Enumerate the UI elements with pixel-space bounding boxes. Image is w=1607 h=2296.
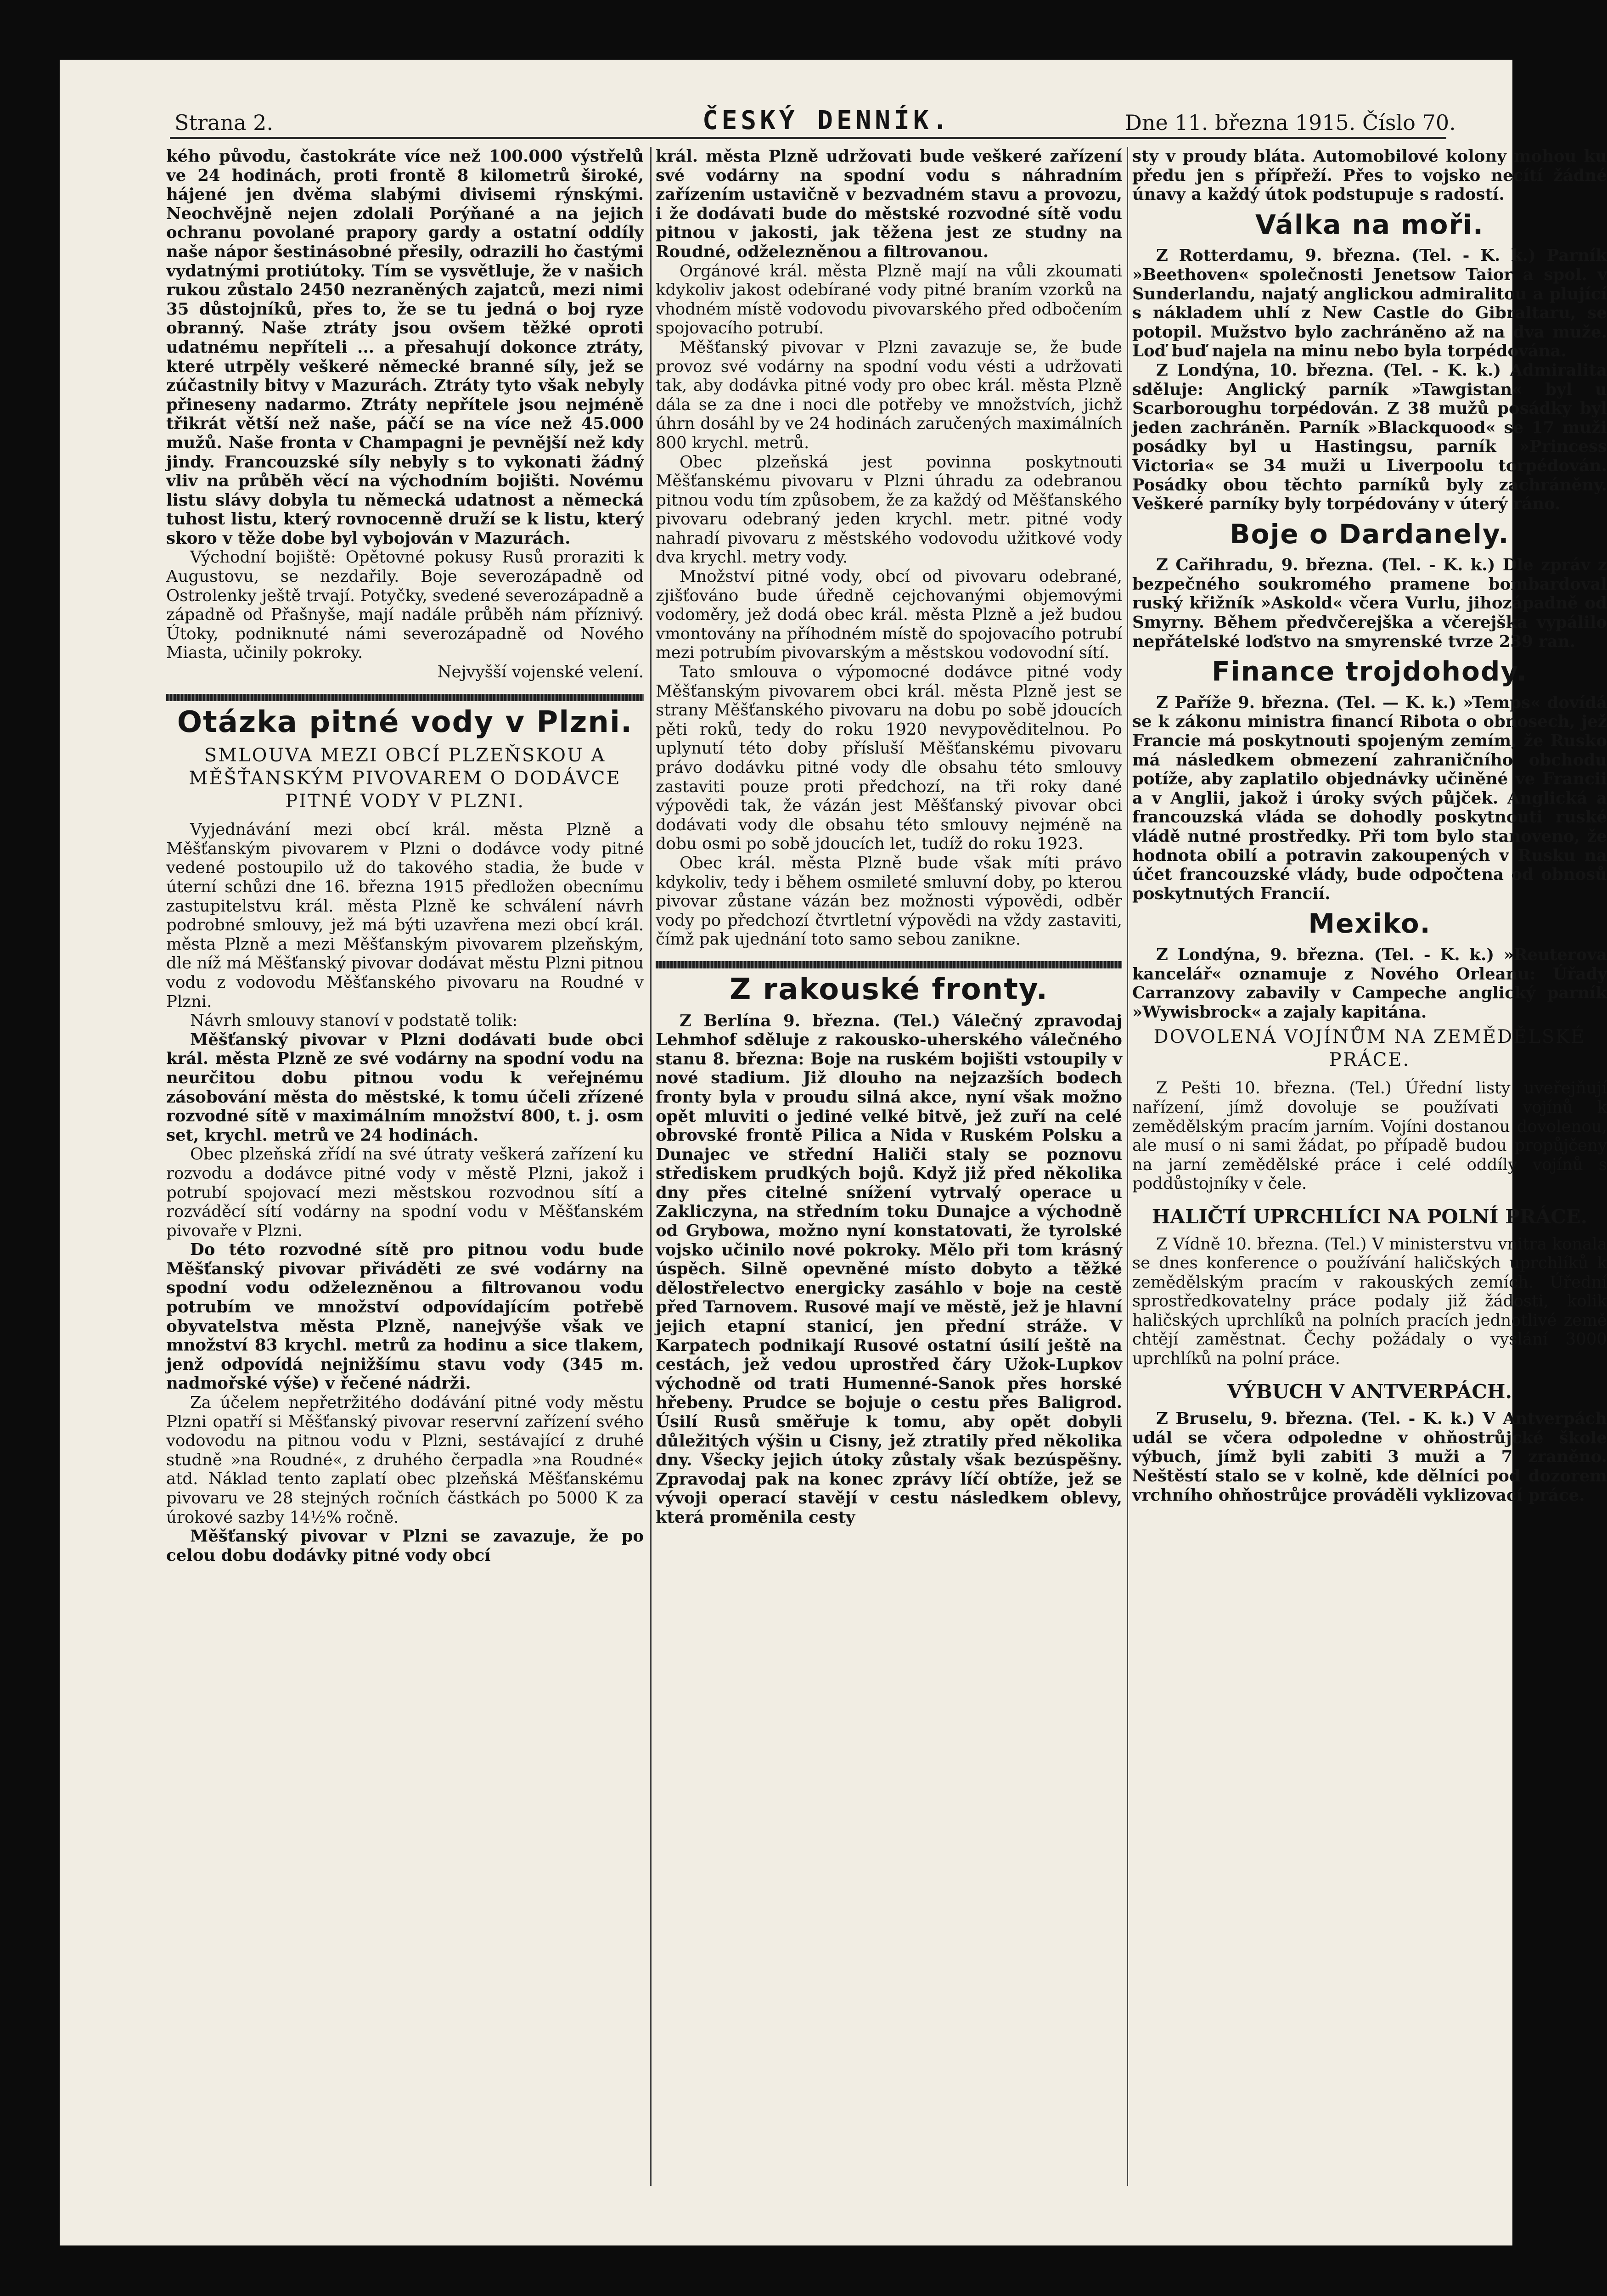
article-paragraph: Měšťanský pivovar v Plzni zavazuje se, že bude provoz své vodárny na spodní vodu vésti a udržovati tak, aby dodávka pitné vody pro obec král. města Plzně dála se za dne i noci dle potřeby ve množstvích, jichž úhrn dosáhl by ve 24 hodinách zaručených maximálních 800 krychl. metrů.: [656, 338, 1122, 452]
date-issue: Dne 11. března 1915. Číslo 70.: [1125, 110, 1456, 135]
section-heading: Finance trojdohody.: [1212, 656, 1528, 687]
column-divider: [1127, 147, 1128, 2186]
subheadline: SMLOUVA MEZI OBCÍ PLZEŇSKOU A MĚŠŤANSKÝM PIVOVAREM O DODÁVCE PITNÉ VODY V PLZNI.: [189, 745, 621, 812]
article-paragraph: Z Cařihradu, 9. března. (Tel. - K. k.) Dle zpráv z bezpečného soukromého pramene bombardoval ruský křižník »Askold« včera Vurlu, jihozápadně od Smyrny. Během předvčerejška a včerejška vypálilo nepřátelské loďstvo na smyrenské tvrze 239 ran.: [1132, 556, 1607, 651]
signature: Nejvyšší vojenské velení.: [437, 663, 644, 682]
article-paragraph: Z Vídně 10. března. (Tel.) V ministerstvu vnitra konala se dnes konference o používání haličských uprchlíků k zemědělským pracím v rakouských zemích. Úřední sprostředkovatelny práce podaly již žádosti, kolik haličských uprchlíků na polních pracích jednotlivé země chtějí zaměstnat. Čechy požádaly o vyslání 3000 uprchlíků na polní práce.: [1132, 1234, 1607, 1368]
article-paragraph: Z Bruselu, 9. března. (Tel. - K. k.) V Antverpách udál se včera odpoledne v ohňostrůjcké škole výbuch, jímž byli zabiti 3 muži a 7 zraněno. Neštěstí stalo se v kolně, kde dělníci pod dozorem vrchního ohňostrůjce prováděli vyklizovací práce.: [1132, 1409, 1607, 1505]
article-paragraph: Množství pitné vody, obcí od pivovaru odebrané, zjišťováno bude úředně cejchovanými objemovými vodoměry, jež dodá obec král. města Plzně a jež budou vmontovány na příhodném místě do spojovacího potrubí mezi potrubím pivovarským a městskou vodovodní sítí.: [656, 567, 1122, 663]
article-paragraph: Do této rozvodné sítě pro pitnou vodu bude Měšťanský pivovar přiváděti ze své vodárny na spodní vodu odželezněnou a filtrovanou vodu potrubím ve množství odpovídajícím potřebě obyvatelstva města Plzně, nanejvýše však ve množství 83 krychl. metrů za hodinu a sice tlakem, jenž odpovídá nejnižšímu stavu vody (345 m. nadmořské výše) v řečené nádrži.: [166, 1240, 644, 1393]
article-paragraph: Z Berlína 9. března. (Tel.) Válečný zpravodaj Lehmhof sděluje z rakousko-uherského válečného stanu 8. března: Boje na ruském bojišti vstoupily v nové stadium. Již dlouho na nejzazších bodech fronty byla v proudu silná akce, nyní však možno opět mluviti o jediné velké bitvě, jež zuří na celé obrovské frontě Pilica a Nida v Ruském Polsku a Dunajec ve střední Haliči staly se poznovu střediskem prudkých bojů. Když již před několika dny přes citelné snížení vytrvalý operace u Zakliczyna, na středním toku Dunajce a východně od Grybowa, možno nyní konstatovati, že tyrolské vojsko učinilo nové pokroky. Mělo při tom krásný úspěch. Silně opevněné místo dobyto a těžké dělostřelectvo energicky zasáhlo v boje na cestě před Tarnovem. Rusové mají ve městě, jež je hlavní jejich etapní stanicí, jen přední stráže. V Karpatech podnikají Rusové ostatní úsilí ještě na cestách, jež vedou uprostřed čáry Užok-Lupkov východně od trati Humenné-Sanok přes horské hřebeny. Prudce se bojuje o cestu přes Baligrod. Úsilí Rusů směřuje k tomu, aby opět dobyli důležitých výšin u Cisny, jež ztratily před několika dny. Všecky jejich útoky zůstaly však bezúspěšny. Zpravodaj pak na konec zprávy líčí obtíže, jež se vývoji operací stavějí v cestu následkem oblevy, která proměnila cesty: [656, 1011, 1122, 1527]
section-divider: [166, 694, 644, 701]
section-heading: Válka na moři.: [1255, 208, 1484, 240]
article-paragraph: Z Pešti 10. března. (Tel.) Úřední listy uveřejňují nařízení, jímž dovoluje se používati vojínů k zemědělským pracím jarním. Vojíni dostanou dovolenou, ale musí o ni sami žádat, po případě budou propůjčeny na jarní zemědělské práce i celé oddíly vojínů s poddůstojníky v čele.: [1132, 1079, 1607, 1193]
column-1: [166, 147, 644, 1565]
page-number: Strana 2.: [174, 110, 273, 135]
article-paragraph: sty v proudy bláta. Automobilové kolony mohou ku předu jen s přípřeží. Přes to vojsko necítí žádné únavy a každý útok podstupuje s radostí.: [1132, 147, 1607, 204]
article-paragraph: Měšťanský pivovar v Plzni dodávati bude obci král. města Plzně ze své vodárny na spodní vodu na neurčitou dobu pitnou vodu k veřejnému zásobování města do městské, k tomu účeli zřízené rozvodné sítě v maximálním množství 800, t. j. osm set, krychl. metrů ve 24 hodinách.: [166, 1030, 644, 1145]
masthead: ČESKÝ DENNÍK.: [702, 106, 952, 135]
article-paragraph: Z Londýna, 9. března. (Tel. - K. k.) »Reuterova kancelář« oznamuje z Nového Orleanu: Úřady Carranzovy zabavily v Campeche anglický parník »Wywisbrock« a zajaly kapitána.: [1132, 945, 1607, 1022]
column-3: [1132, 147, 1607, 1505]
headline: Z rakouské fronty.: [729, 972, 1049, 1007]
article-paragraph: Obec plzeňská zřídí na své útraty veškerá zařízení ku rozvodu a dodávce pitné vody v městě Plzni, jakož i potrubí spojovací mezi městskou rozvodnou sítí a rozváděcí sítí vodárny na spodní vodu v Měšťanském pivovaře v Plzni.: [166, 1145, 644, 1240]
section-subheading: DOVOLENÁ VOJÍNŮM NA ZEMĚDĚLSKÉ PRÁCE.: [1153, 1026, 1586, 1071]
article-paragraph: Východní bojiště: Opětovné pokusy Rusů proraziti k Augustovu, se nezdařily. Boje severozápadně od Ostrolenky ještě trvají. Potyčky, svedené severozápadně a západně od Přašnyše, mají nadále průběh nám příznivý. Útoky, podniknuté námi severozápadně od Nového Miasta, učinily pokroky.: [166, 548, 644, 663]
article-paragraph: král. města Plzně udržovati bude veškeré zařízení své vodárny na spodní vodu s náhradním zařízením ustavičně v bezvadném stavu a provozu, i že dodávati bude do městské rozvodné sítě vodu pitnou v jakosti, jak těžena jest ze studny na Roudné, odželezněnou a filtrovanou.: [656, 147, 1122, 261]
section-heading: Mexiko.: [1308, 908, 1431, 940]
article-paragraph: Obec plzeňská jest povinna poskytnouti Měšťanskému pivovaru v Plzni úhradu za odebranou pitnou vodu tím způsobem, že za každý od Měšťanského pivovaru odebraný jeden krychl. metr. pitné vody nahradí pivovaru z městského vodovodu užitkové vody dva krychl. metry vody.: [656, 452, 1122, 567]
article-paragraph: Návrh smlouvy stanoví v podstatě tolik:: [190, 1011, 518, 1030]
article-paragraph: Vyjednávání mezi obcí král. města Plzně a Měšťanským pivovarem v Plzni o dodávce vody pitné vedené postoupilo už do takového stadia, že bude v úterní schůzi dne 16. března 1915 předložen obecnímu zastupitelstvu král. města Plzně ke schválení návrh podrobné smlouvy, jež má býti uzavřena mezi obcí král. města Plzně a mezi Měšťanským pivovarem plzeňským, dle níž má Měšťanský pivovar dodávat městu Plzni pitnou vodu z vodovodu Měšťanského pivovaru na Roudné v Plzni.: [166, 820, 644, 1011]
article-paragraph: Orgánové král. města Plzně mají na vůli zkoumati kdykoliv jakost odebírané vody pitné braním vzorků na vhodném místě vodovodu pivovarského před odbočením spojovacího potrubí.: [656, 261, 1122, 338]
article-paragraph: Za účelem nepřetržitého dodávání pitné vody městu Plzni opatří si Měšťanský pivovar reservní zařízení svého vodovodu na pitnou vodu v Plzni, sestávající z druhé studně »na Roudné«, z druhého čerpadla »na Roudné« atd. Náklad tento zaplatí obec plzeňská Měšťanskému pivovaru ve 28 stejných ročních částkách po 5000 K za úrokové sazby 14½% ročně.: [166, 1393, 644, 1527]
section-subheading: HALIČTÍ UPRCHLÍCI NA POLNÍ PRÁCE.: [1152, 1205, 1588, 1228]
section-subheading: VÝBUCH V ANTVERPÁCH.: [1227, 1380, 1512, 1403]
article-paragraph: Z Londýna, 10. března. (Tel. - K. k.) Admiralita sděluje: Anglický parník »Tawgistan« byl u Scarboroughu torpédován. Z 38 mužů posádky byl jeden zachráněn. Parník »Blackquood« se 17 muži posádky byl u Hastingsu, parník »Princess Victoria« se 34 muži u Liverpoolu torpédován. Posádky obou těchto parníků byly zachráněny. Veškeré parníky byly torpédovány v úterý ráno.: [1132, 360, 1607, 514]
newspaper-page: [60, 60, 1607, 2245]
article-paragraph: Tato smlouva o výpomocné dodávce pitné vody Měšťanským pivovarem obci král. města Plzně jest se strany Měšťanského pivovaru na dobu po sobě jdoucích pěti roků, tedy do roku 1920 nevypověditelnou. Po uplynutí této doby přísluší Měšťanskému pivovaru právo dodávku pitné vody dle obsahu této smlouvy zastaviti pouze proti předchozí, na tři roky dané výpovědi tak, že vázán jest Měšťanský pivovar obci dodávati vody dle obsahu této smlouvy nejméně na dobu osmi po sobě jdoucích let, tudíž do roku 1923.: [656, 663, 1122, 854]
article-paragraph: Obec král. města Plzně bude však míti právo kdykoliv, tedy i během osmileté smluvní doby, po kterou pivovar zůstane vázán bez možnosti výpovědi, odběr vody po předchozí čtvrtletní výpovědi na vždy zastaviti, čímž pak ujednání toto samo sebou zanikne.: [656, 853, 1122, 949]
headline: Otázka pitné vody v Plzni.: [177, 705, 633, 739]
column-divider: [650, 147, 652, 2186]
article-paragraph: kého původu, častokráte více než 100.000 výstřelů ve 24 hodinách, proti frontě 8 kilometrů široké, hájené jen dvěma slabými divisemi rýnskými. Neochvějně nejen zdolali Porýňané a na jejich ochranu povolané prapory gardy a ostatní oddíly naše nápor šestinásobné přesily, odrazili ho častými vydatnými protiútoky. Tím se vysvětluje, že v našich rukou zůstalo 2450 nezraněných zajatců, mezi nimi 35 důstojníků, přes to, že se tu jedná o boj ryze obranný. Naše ztráty jsou ovšem těžké oproti udatnému nepříteli ... a přesahují dokonce ztráty, které utrpěly veškeré německé branné síly, jež se zúčastnily bitvy v Mazurách. Ztráty tyto však nebyly přineseny nadarmo. Ztráty nepřítele jsou nejméně třikrát větší než naše, páčí se na více než 45.000 mužů. Naše fronta v Champagni je pevnější než kdy jindy. Francouzské síly nebyly s to vykonati žádný vliv na průběh věcí na východním bojišti. Novému listu slávy dobyla tu německá udatnost a německá tuhost listu, který rovnocenně druží se k listu, který skoro v těže dobe byl vybojován v Mazurách.: [166, 147, 644, 548]
column-2: [656, 147, 1122, 1527]
section-divider: [656, 961, 1122, 968]
header-rule: [170, 137, 1446, 139]
article-paragraph: Z Rotterdamu, 9. března. (Tel. - K. k.) Parník »Beethoven« společnosti Jenetsow Taior a spol. v Sunderlandu, najatý anglickou admiralitou a plující s nákladem uhlí z New Castle do Gibraltaru, se potopil. Mužstvo bylo zachráněno až na dva muže. Loď buď najela na minu nebo byla torpédována.: [1132, 246, 1607, 361]
article-paragraph: Měšťanský pivovar v Plzni se zavazuje, že po celou dobu dodávky pitné vody obcí: [166, 1527, 644, 1565]
section-heading: Boje o Dardanely.: [1230, 518, 1510, 550]
article-paragraph: Z Paříže 9. března. (Tel. — K. k.) »Temps« dovídá se k zákonu ministra financí Ribota o obnosech, jež Francie má poskytnouti spojeným zemím, že Rusko má následkem obmezení zahraničního obchodu potíže, aby zaplatilo objednávky učiněné ve Francii a v Anglii, jakož i úroky svých půjček. Anglická a francouzská vláda se dohodly poskytnouti ruské vládě nutné prostředky. Při tom bylo stanoveno, že hodnota obilí a potravin zakoupených v Rusku na účet francouzské vlády, bude odpočtena od obnosů poskytnutých Francií.: [1132, 693, 1607, 903]
